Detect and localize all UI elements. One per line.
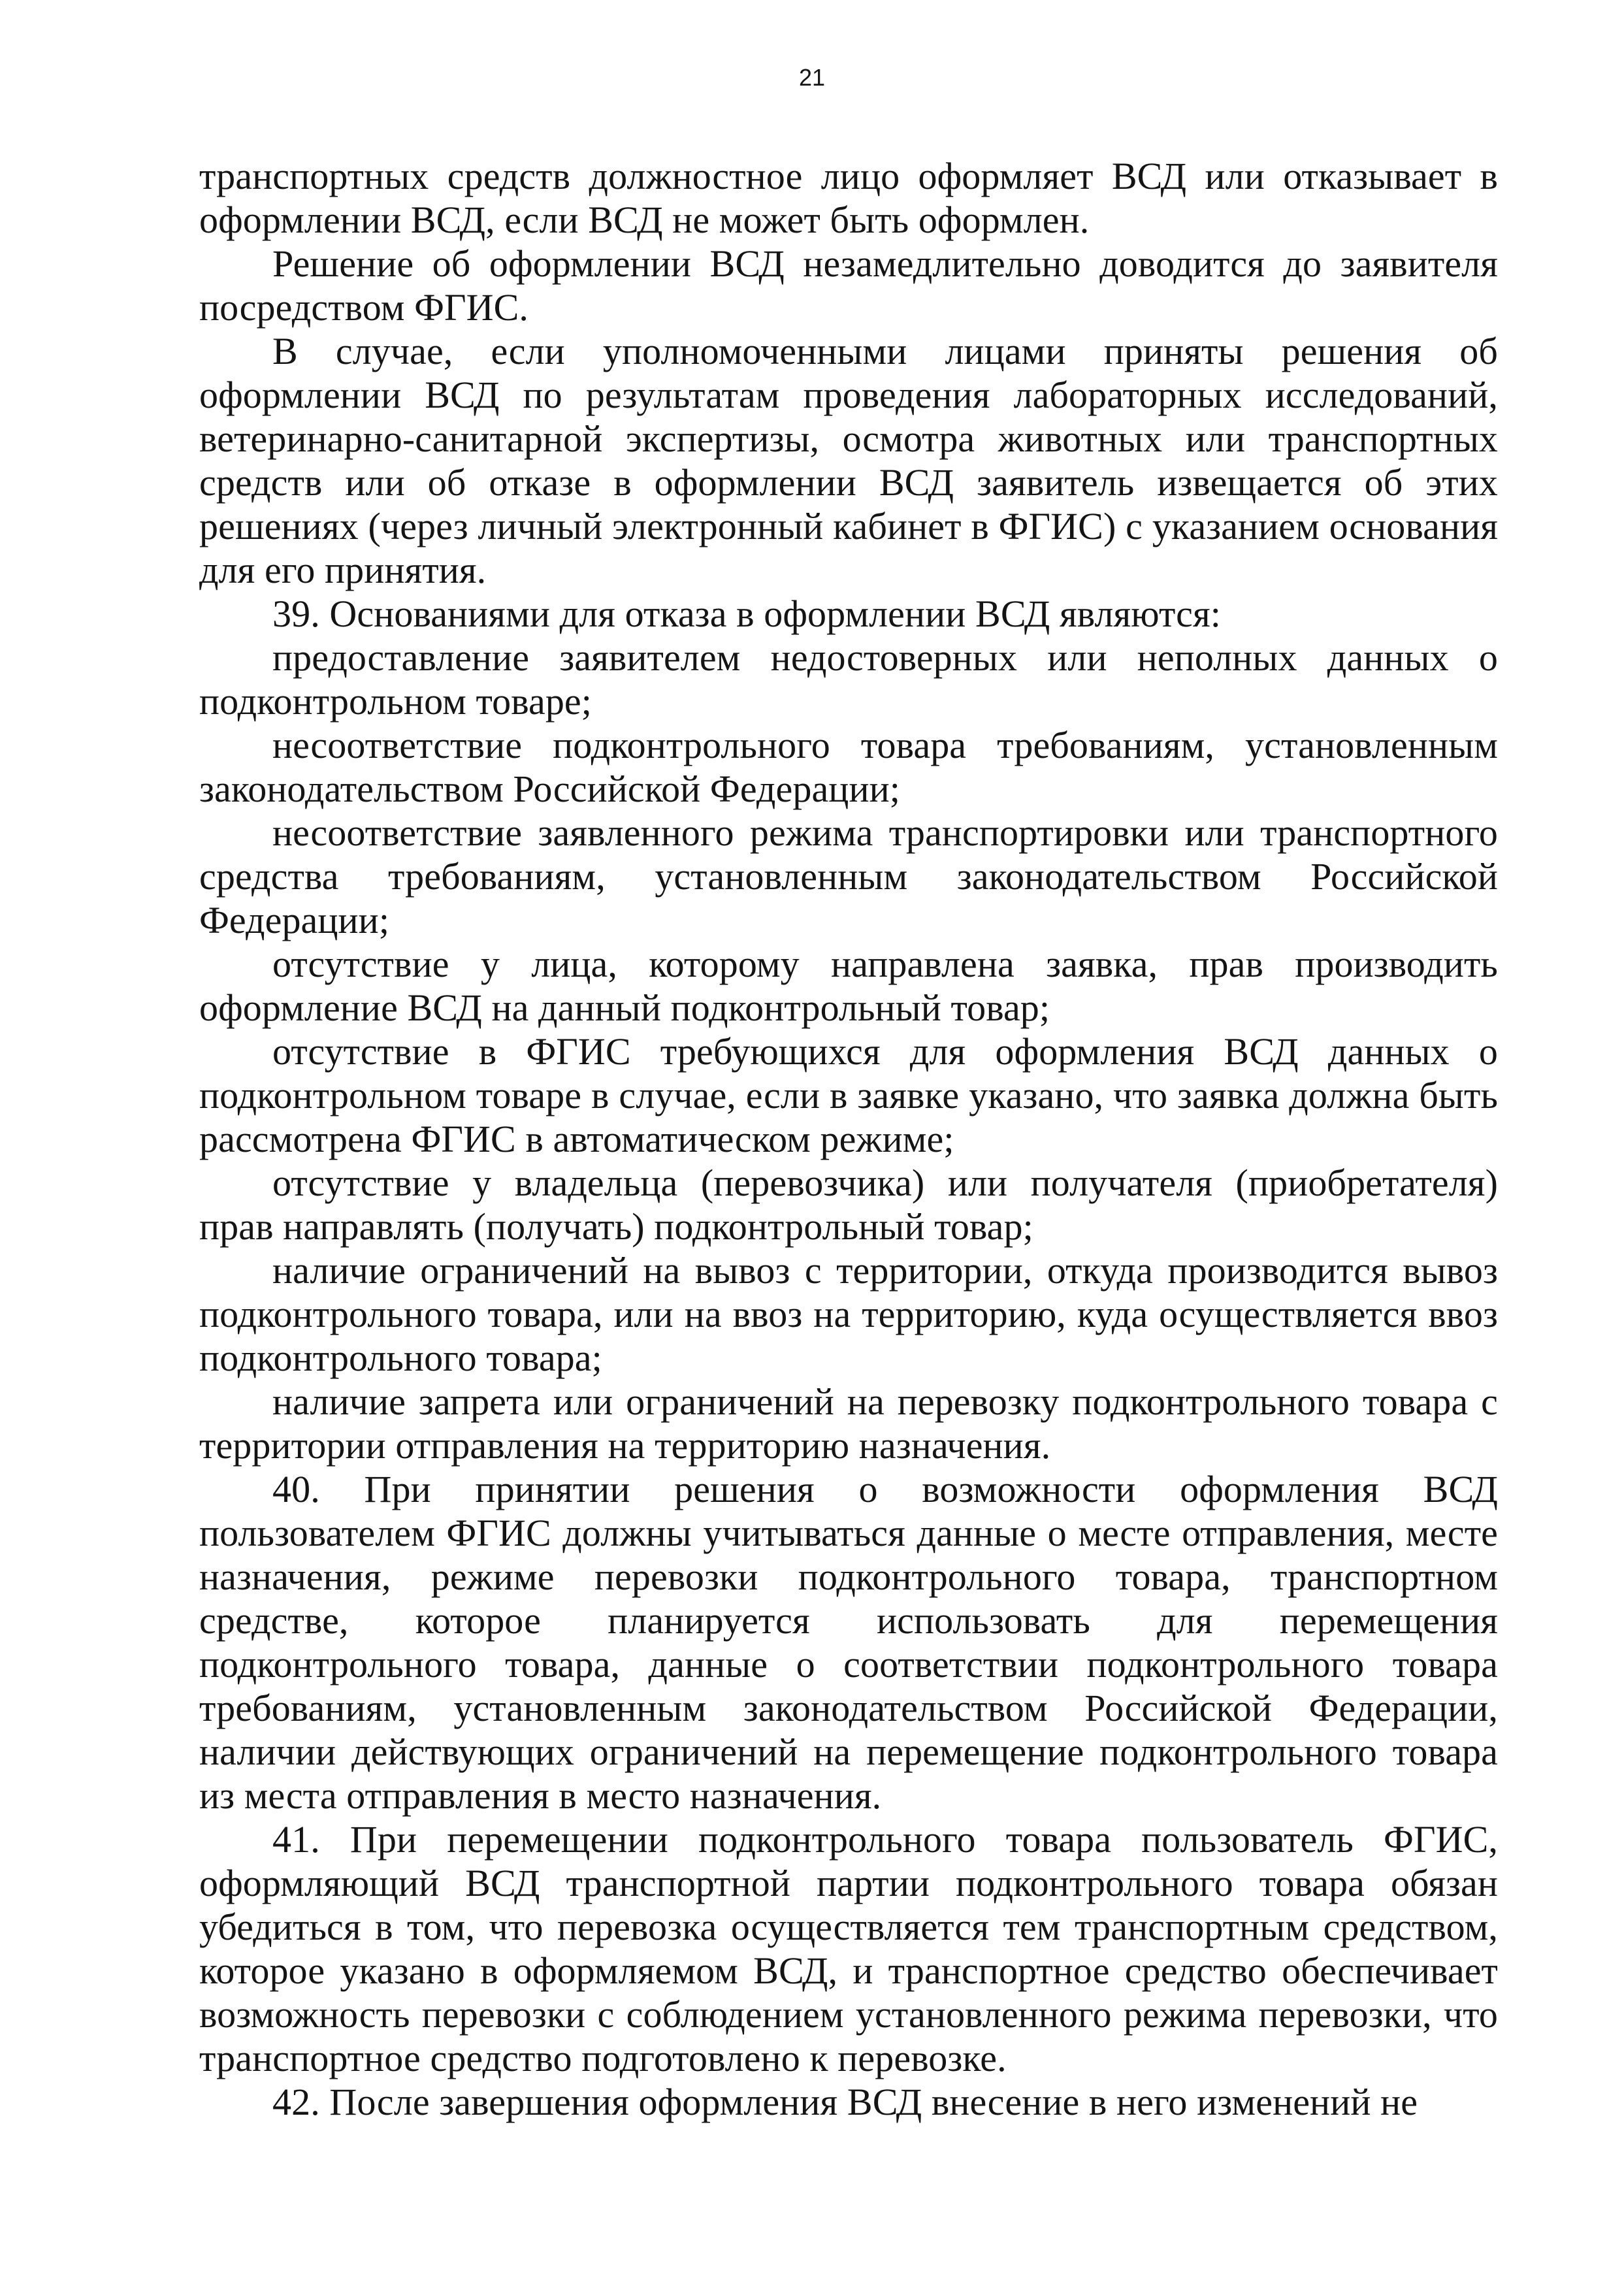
paragraph-decision-notice: Решение об оформлении ВСД незамедлительно доводится до заявителя посредством ФГИС. xyxy=(199,242,1498,329)
paragraph-clause-39: 39. Основаниями для отказа в оформлении ВСД являются: xyxy=(272,593,1221,635)
list-item-transport-noncompliance: несоответствие заявленного режима транспортировки или транспортного средства требованиям, установленным законодательством Российской Федерации; xyxy=(199,811,1498,941)
list-item-product-noncompliance: несоответствие подконтрольного товара требованиям, установленным законодательством Российской Федерации; xyxy=(199,724,1498,810)
paragraph-continuation: транспортных средств должностное лицо оформляет ВСД или отказывает в оформлении ВСД, если ВСД не может быть оформлен. xyxy=(199,155,1498,241)
paragraph-clause-42: 42. После завершения оформления ВСД внесение в него изменений не xyxy=(272,2081,1418,2123)
paragraph-clause-41: 41. При перемещении подконтрольного товара пользователь ФГИС, оформляющий ВСД транспортной партии подконтрольного товара обязан убедиться в том, что перевозка осуществляется тем транспортным средством, которое указано в оформляемом ВСД, и транспортное средство обеспечивает возможность перевозки с соблюдением установленного режима перевозки, что транспортное средство подготовлено к перевозке. xyxy=(199,1818,1498,2079)
list-item-owner-rights: отсутствие у владельца (перевозчика) или получателя (приобретателя) прав направлять (получать) подконтрольный товар; xyxy=(199,1162,1498,1248)
document-body xyxy=(199,154,1498,2124)
list-item-missing-data: отсутствие в ФГИС требующихся для оформления ВСД данных о подконтрольном товаре в случае, если в заявке указано, что заявка должна быть рассмотрена ФГИС в автоматическом режиме; xyxy=(199,1030,1498,1160)
list-item-transport-ban: наличие запрета или ограничений на перевозку подконтрольного товара с территории отправления на территорию назначения. xyxy=(199,1380,1498,1467)
paragraph-applicant-notification: В случае, если уполномоченными лицами приняты решения об оформлении ВСД по результатам проведения лабораторных исследований, ветеринарно-санитарной экспертизы, осмотра животных или транспортных средств или об отказе в оформлении ВСД заявитель извещается об этих решениях (через личный электронный кабинет в ФГИС) с указанием основания для его принятия. xyxy=(199,330,1498,591)
list-item-export-import-restrictions: наличие ограничений на вывоз с территории, откуда производится вывоз подконтрольного товара, или на ввоз на территорию, куда осуществляется ввоз подконтрольного товара; xyxy=(199,1249,1498,1379)
list-item-no-rights: отсутствие у лица, которому направлена заявка, прав производить оформление ВСД на данный подконтрольный товар; xyxy=(199,943,1498,1029)
page-number: 21 xyxy=(798,64,826,91)
list-item-unreliable-data: предоставление заявителем недостоверных или неполных данных о подконтрольном товаре; xyxy=(199,636,1498,723)
paragraph-clause-40: 40. При принятии решения о возможности оформления ВСД пользователем ФГИС должны учитываться данные о месте отправления, месте назначения, режиме перевозки подконтрольного товара, транспортном средстве, которое планируется использовать для перемещения подконтрольного товара, данные о соответствии подконтрольного товара требованиям, установленным законодательством Российской Федерации, наличии действующих ограничений на перемещение подконтрольного товара из места отправления в место назначения. xyxy=(199,1468,1498,1817)
